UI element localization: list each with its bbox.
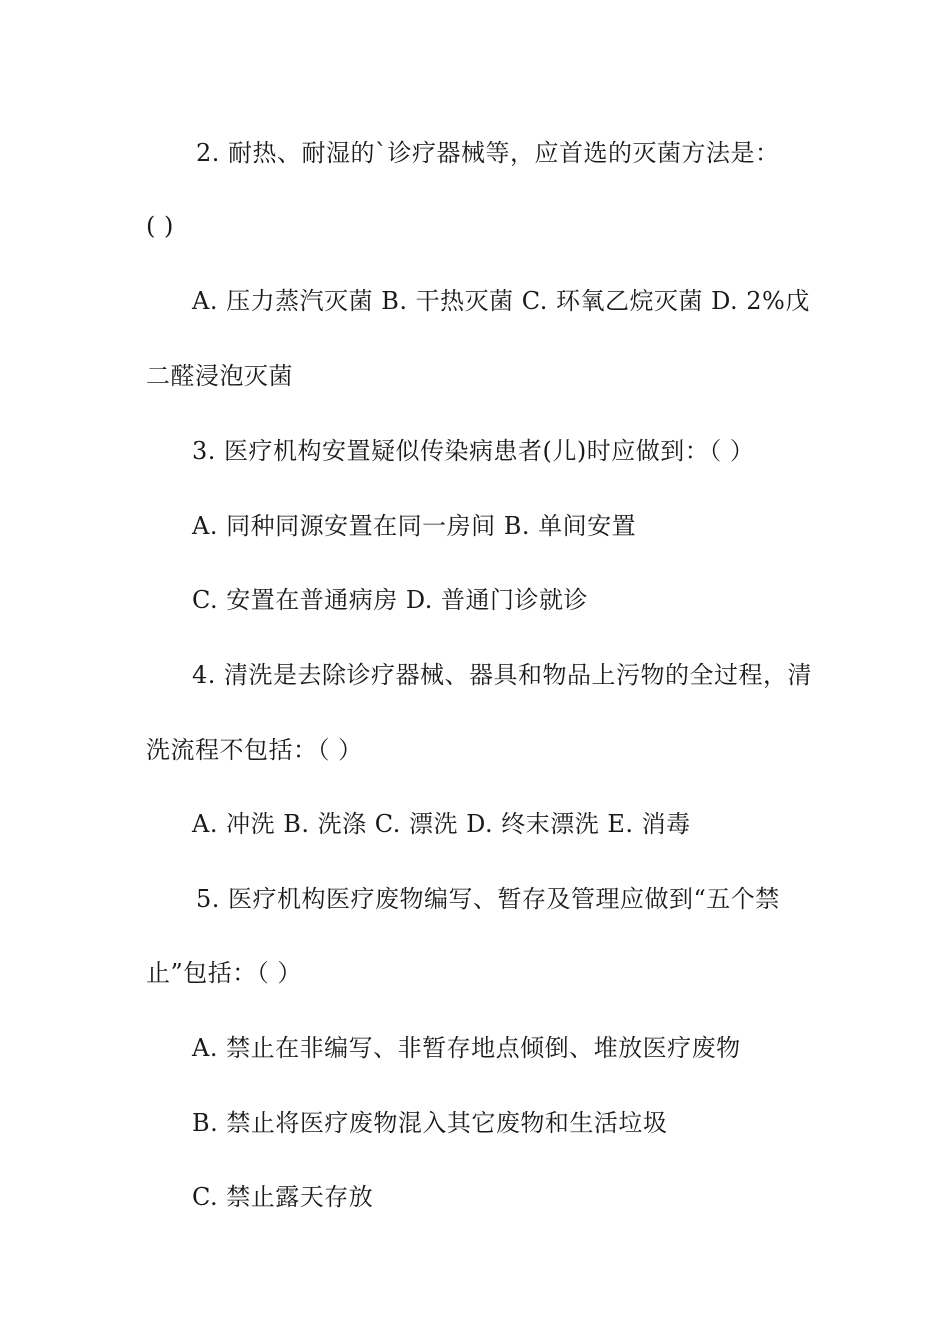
question-4-options-line: A. 冲洗 B. 洗涤 C. 漂洗 D. 终末漂洗 E. 消毒: [192, 810, 691, 838]
question-3-options-line-2: C. 安置在普通病房 D. 普通门诊就诊: [192, 586, 589, 614]
question-5-line-1: 5. 医疗机构医疗废物编写、暂存及管理应做到“五个禁: [196, 885, 780, 913]
question-4-line-1: 4. 清洗是去除诊疗器械、器具和物品上污物的全过程，清: [192, 661, 813, 689]
question-5-line-2: 止”包括：（ ）: [146, 959, 302, 987]
question-5-option-c: C. 禁止露天存放: [192, 1183, 374, 1211]
question-3-options-line-1: A. 同种同源安置在同一房间 B. 单间安置: [192, 512, 637, 540]
question-2-line-2: ( ): [146, 212, 174, 240]
question-3-line-1: 3. 医疗机构安置疑似传染病患者(儿)时应做到：（ ）: [192, 437, 755, 465]
question-4-line-2: 洗流程不包括：（ ）: [146, 736, 363, 764]
question-5-option-a: A. 禁止在非编写、非暂存地点倾倒、堆放医疗废物: [192, 1034, 741, 1062]
question-2-options-line-2: 二醛浸泡灭菌: [146, 362, 293, 390]
question-5-option-b: B. 禁止将医疗废物混入其它废物和生活垃圾: [192, 1109, 668, 1137]
question-2-options-line-1: A. 压力蒸汽灭菌 B. 干热灭菌 C. 环氧乙烷灭菌 D. 2%戊: [192, 287, 810, 315]
question-2-line-1: 2. 耐热、耐湿的`诊疗器械等，应首选的灭菌方法是：: [196, 139, 780, 167]
